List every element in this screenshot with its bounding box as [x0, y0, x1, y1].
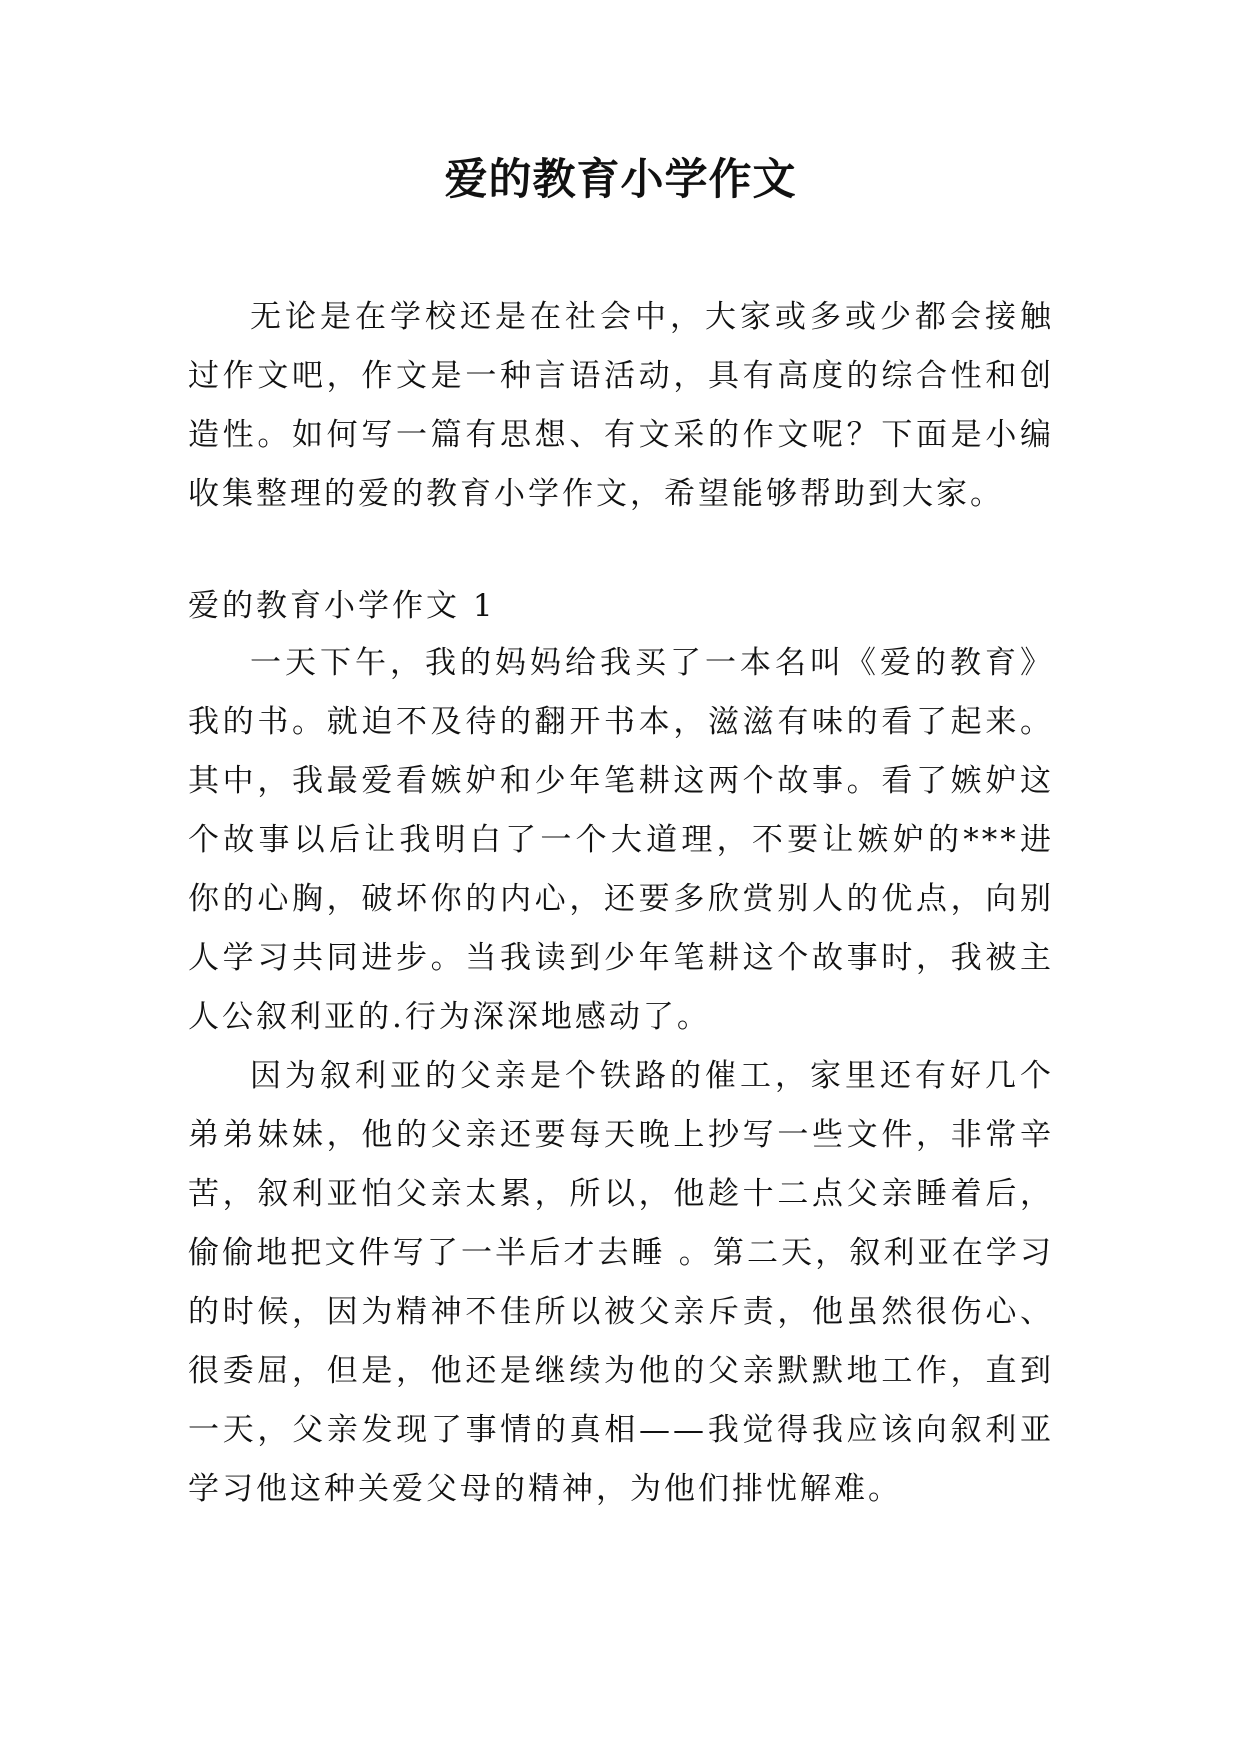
- essay-body: [188, 634, 1054, 1519]
- essay-paragraph-1: 一天下午，我的妈妈给我买了一本名叫《爱的教育》我的书。就迫不及待的翻开书本，滋滋有味的看了起来。其中，我最爱看嫉妒和少年笔耕这两个故事。看了嫉妒这个故事以后让我明白了一个大道理，不要让嫉妒的***进你的心胸，破坏你的内心，还要多欣赏别人的优点，向别人学习共同进步。当我读到少年笔耕这个故事时，我被主人公叙利亚的.行为深深地感动了。: [188, 645, 1054, 1035]
- intro-block: [188, 288, 1054, 524]
- document-title: 爱的教育小学作文: [444, 155, 797, 205]
- section-heading: 爱的教育小学作文 1: [188, 588, 496, 624]
- essay-paragraph-2: 因为叙利亚的父亲是个铁路的催工，家里还有好几个弟弟妹妹，他的父亲还要每天晚上抄写一些文件，非常辛苦，叙利亚怕父亲太累，所以，他趁十二点父亲睡着后，偷偷地把文件写了一半后才去睡 。第二天，叙利亚在学习的时候，因为精神不佳所以被父亲斥责，他虽然很伤心、很委屈，但是，他还是继续为他的父亲默默地工作，直到一天，父亲发现了事情的真相——我觉得我应该向叙利亚学习他这种关爱父母的精神，为他们排忧解难。: [188, 1058, 1054, 1507]
- intro-paragraph: 无论是在学校还是在社会中，大家或多或少都会接触过作文吧，作文是一种言语活动，具有高度的综合性和创造性。如何写一篇有思想、有文采的作文呢？下面是小编收集整理的爱的教育小学作文，希望能够帮助到大家。: [188, 299, 1054, 512]
